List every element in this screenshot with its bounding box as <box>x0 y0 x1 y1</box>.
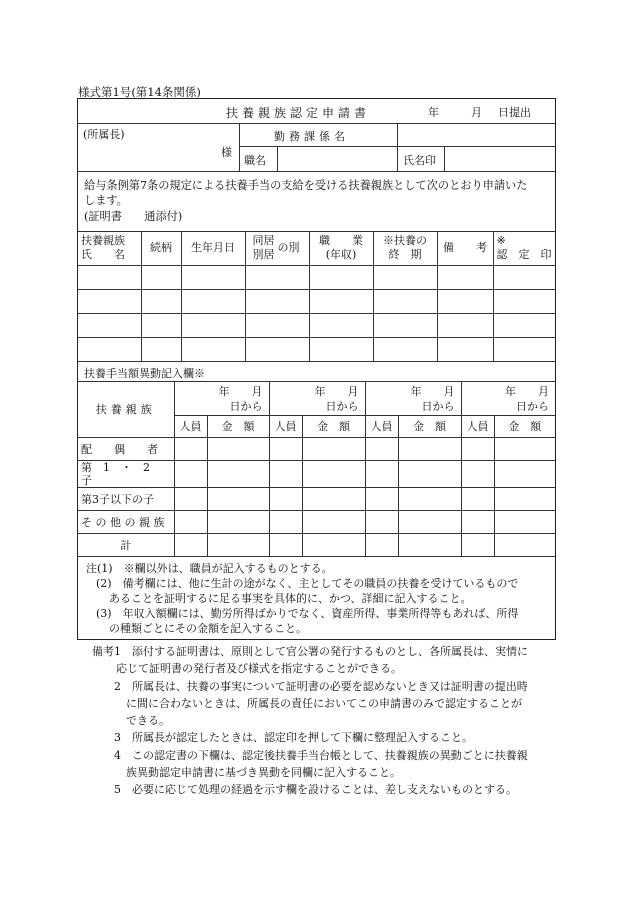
sama-label: 様 <box>221 146 232 159</box>
recipient-box <box>78 123 240 171</box>
address-block <box>78 123 555 172</box>
period-4[interactable]: 年 月 日から <box>461 382 555 416</box>
period-3[interactable]: 年 月 日から <box>365 382 461 416</box>
form-number-label: 様式第1号(第14条関係) <box>78 85 201 99</box>
header-certification-seal: ※ 認 定 印 <box>493 231 555 265</box>
allowance-section-title-row <box>78 361 555 381</box>
note-1: 注(1) ※欄以外は、職員が記入するものとする。 <box>86 562 333 575</box>
dependents-header-row <box>78 231 555 265</box>
allowance-row-header: 扶養親族 <box>78 382 174 438</box>
date-year: 年 <box>428 106 439 119</box>
table-row <box>78 511 555 534</box>
remark-2c: できる。 <box>126 714 170 728</box>
header-cohabitation: 同居 別居 の別 <box>245 231 309 265</box>
row-label-other-relatives: そ の 他 の 親 族 <box>78 511 174 534</box>
allowance-section-title: 扶養手当額異動記入欄※ <box>84 367 205 380</box>
remark-5: 5 必要に応じて処理の経過を示す欄を設けることは、差し支えないものとする。 <box>114 783 517 797</box>
applicant-box <box>240 123 555 171</box>
statement-line-1: 給与条例第7条の規定による扶養手当の支給を受ける扶養親族として次のとおり申請いた <box>84 179 528 192</box>
table-row <box>78 488 555 511</box>
row-label-first-second-child: 第 1 ・ 2 子 <box>78 461 174 488</box>
period-row <box>78 382 555 416</box>
name-seal-label: 氏名印 <box>403 154 436 167</box>
col-amount: 金 額 <box>494 416 555 438</box>
note-2a: (2) 備考欄には、他に生計の途がなく、主としてその職員の扶養を受けているもので <box>96 577 519 590</box>
office-value[interactable] <box>398 123 555 147</box>
col-amount: 金 額 <box>302 416 365 438</box>
statement-line-2: します。 <box>84 194 128 207</box>
table-row <box>78 438 555 461</box>
table-row <box>78 461 555 488</box>
job-title-value[interactable] <box>278 147 398 171</box>
table-row <box>78 289 555 313</box>
row-label-third-child: 第3子以下の子 <box>78 488 174 511</box>
form-title: 扶養親族認定申請書 <box>226 106 371 120</box>
dependents-table <box>78 231 555 362</box>
table-row <box>78 265 555 289</box>
header-remarks: 備 考 <box>437 231 493 265</box>
office-label: 勤務課係名 <box>274 130 349 143</box>
header-relation: 続柄 <box>141 231 181 265</box>
remarks-block <box>92 643 562 799</box>
period-2[interactable]: 年 月 日から <box>269 382 365 416</box>
remark-2a: 2 所属長は、扶養の事実について証明書の必要を認めないとき又は証明書の提出時 <box>114 679 528 693</box>
remark-4a: 4 この認定書の下欄は、認定後扶養手当台帳として、扶養親族の異動ごとに扶養親 <box>114 748 528 762</box>
note-2b: あることを証明するに足る事実を具体的に、かつ、詳細に記入すること。 <box>109 592 472 605</box>
statement-line-3: (証明書 通添付) <box>84 210 183 223</box>
note-3b: の種類ごとにその金額を記入すること。 <box>109 622 307 635</box>
row-label-spouse: 配 偶 者 <box>78 438 174 461</box>
row-label-total: 計 <box>78 534 174 557</box>
col-people: 人員 <box>174 416 207 438</box>
remark-4b: 族異動認定申請書に基づき異動を同欄に記入すること。 <box>126 766 401 780</box>
title-row <box>78 99 555 124</box>
col-people: 人員 <box>365 416 398 438</box>
application-form <box>77 98 556 640</box>
date-month: 月 <box>471 106 482 119</box>
header-occupation: 職 業 (年収) <box>309 231 373 265</box>
remark-2b: に間に合わないときは、所属長の責任においてこの申請書のみで認定することが <box>126 696 522 710</box>
header-name: 扶養親族 氏 名 <box>78 231 141 265</box>
note-3a: (3) 年収入額欄には、勤労所得ばかりでなく、資産所得、事業所得等もあれば、所得 <box>96 607 519 620</box>
header-birthdate: 生年月日 <box>181 231 245 265</box>
col-amount: 金 額 <box>398 416 461 438</box>
header-end-of-support: ※扶養の 終 期 <box>373 231 437 265</box>
col-amount: 金 額 <box>207 416 269 438</box>
table-row <box>78 337 555 361</box>
col-people: 人員 <box>269 416 302 438</box>
date-day-submitted: 日提出 <box>498 106 531 119</box>
period-1[interactable]: 年 月 日から <box>174 382 269 416</box>
name-seal-value[interactable] <box>445 147 555 171</box>
allowance-table <box>78 381 555 557</box>
col-people: 人員 <box>461 416 494 438</box>
statement-block <box>78 171 555 232</box>
table-row <box>78 534 555 557</box>
remark-1a: 備考1 添付する証明書は、原則として官公署の発行するものとし、各所属長は、実情に <box>92 645 528 658</box>
remark-3: 3 所属長が認定したときは、認定印を押して下欄に整理記入すること。 <box>114 731 473 745</box>
table-row <box>78 313 555 337</box>
remark-1b: 応じて証明書の発行者及び様式を指定することができる。 <box>116 662 402 676</box>
recipient-label: (所属長) <box>83 128 125 141</box>
job-title-label: 職名 <box>244 154 266 167</box>
